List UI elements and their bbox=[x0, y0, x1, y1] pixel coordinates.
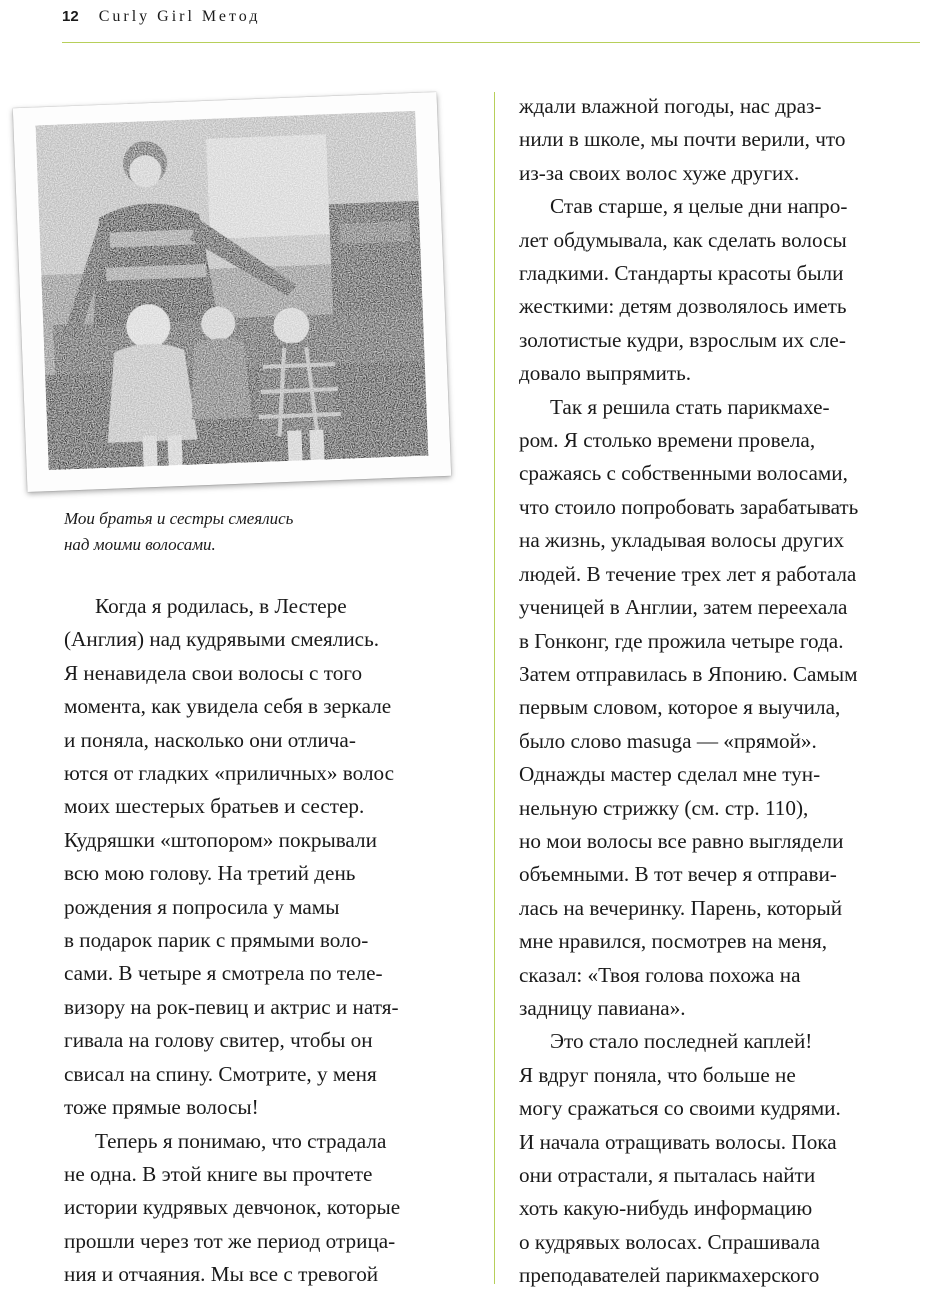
text-line: задницу павиана». bbox=[519, 995, 686, 1020]
text-line: Теперь я понимаю, что страдала bbox=[95, 1128, 387, 1153]
text-line: из-за своих волос хуже других. bbox=[519, 160, 800, 185]
text-line: хоть какую-нибудь информацию bbox=[519, 1196, 813, 1221]
text-line: сражаясь с собственными волосами, bbox=[519, 461, 848, 486]
text-line: мне нравился, посмотрев на меня, bbox=[519, 929, 828, 954]
text-line: ученицей в Англии, затем переехала bbox=[519, 595, 848, 620]
text-line: тоже прямые волосы! bbox=[64, 1095, 259, 1120]
text-line: сказал: «Твоя голова похожа на bbox=[519, 962, 801, 987]
text-line: Я ненавидела свои волосы с того bbox=[64, 660, 363, 685]
text-line: объемными. В тот вечер я отправи- bbox=[519, 862, 837, 887]
left-column-text bbox=[64, 590, 484, 1292]
text-line: жесткими: детям дозволялось иметь bbox=[519, 294, 847, 319]
header-rule bbox=[62, 42, 920, 43]
text-line: И начала отращивать волосы. Пока bbox=[519, 1129, 837, 1154]
text-line: ждали влажной погоды, нас драз- bbox=[519, 94, 822, 118]
text-line: Когда я родилась, в Лестере bbox=[95, 594, 347, 618]
text-line: первым словом, которое я выучила, bbox=[519, 695, 841, 720]
text-line: Так я решила стать парикмахе- bbox=[550, 394, 830, 419]
text-line: Это стало последней каплей! bbox=[550, 1029, 813, 1054]
text-line: ния и отчаяния. Мы все с тревогой bbox=[64, 1262, 379, 1287]
text-line: сами. В четыре я смотрела по теле- bbox=[64, 961, 383, 986]
caption-line: над моими волосами. bbox=[64, 535, 216, 554]
text-line: довало выпрямить. bbox=[519, 361, 692, 386]
text-line: гладкими. Стандарты красоты были bbox=[519, 261, 844, 286]
family-photo bbox=[13, 92, 451, 492]
family-photo-image bbox=[35, 111, 428, 470]
text-line: свисал на спину. Смотрите, у меня bbox=[64, 1061, 377, 1086]
text-line: гивала на голову свитер, чтобы он bbox=[64, 1028, 373, 1053]
text-line: ются от гладких «приличных» волос bbox=[64, 761, 395, 786]
text-line: момента, как увидела себя в зеркале bbox=[64, 694, 392, 719]
right-column-text bbox=[519, 90, 919, 1293]
text-line: Однажды мастер сделал мне тун- bbox=[519, 762, 821, 787]
text-line: нельную стрижку (см. стр. 110), bbox=[519, 795, 809, 820]
text-line: в Гонконг, где прожила четыре года. bbox=[519, 628, 844, 653]
page-header bbox=[62, 8, 260, 32]
text-line: нили в школе, мы почти верили, что bbox=[519, 127, 846, 152]
text-line: но мои волосы все равно выглядели bbox=[519, 828, 844, 853]
text-line: лась на вечеринку. Парень, который bbox=[519, 895, 843, 920]
text-line: моих шестерых братьев и сестер. bbox=[64, 794, 365, 819]
text-line: лет обдумывала, как сделать волосы bbox=[519, 227, 847, 252]
text-line: ром. Я столько времени провела, bbox=[519, 428, 816, 453]
text-line: всю мою голову. На третий день bbox=[64, 861, 356, 886]
text-line: о кудрявых волосах. Спрашивала bbox=[519, 1229, 820, 1254]
running-title: Curly Girl Метод bbox=[98, 8, 261, 25]
caption-line: Мои братья и сестры смеялись bbox=[64, 509, 294, 528]
text-line: преподавателей парикмахерского bbox=[519, 1263, 820, 1288]
text-line: Я вдруг поняла, что больше не bbox=[519, 1062, 796, 1087]
text-line: было слово masuga — «прямой». bbox=[519, 728, 817, 753]
column-divider bbox=[494, 92, 495, 1284]
text-line: золотистые кудри, взрослым их сле- bbox=[519, 327, 846, 352]
text-line: рождения я попросила у мамы bbox=[64, 894, 340, 919]
text-line: они отрастали, я пыталась найти bbox=[519, 1163, 816, 1187]
page-number: 12 bbox=[62, 8, 79, 25]
photo-caption bbox=[64, 506, 464, 558]
text-line: Кудряшки «штопором» покрывали bbox=[64, 827, 377, 852]
text-line: не одна. В этой книге вы прочтете bbox=[64, 1161, 373, 1186]
text-line: (Англия) над кудрявыми смеялись. bbox=[64, 627, 380, 652]
text-line: на жизнь, укладывая волосы других bbox=[519, 528, 845, 553]
text-line: что стоило попробовать зарабатывать bbox=[519, 494, 859, 519]
text-line: истории кудрявых девчонок, которые bbox=[64, 1195, 401, 1220]
text-line: в подарок парик с прямыми воло- bbox=[64, 928, 369, 953]
text-line: и поняла, насколько они отлича- bbox=[64, 727, 356, 752]
text-line: Став старше, я целые дни напро- bbox=[550, 194, 848, 219]
text-line: визору на рок-певиц и актрис и натя- bbox=[64, 994, 399, 1019]
text-line: людей. В течение трех лет я работала bbox=[519, 561, 857, 586]
text-line: прошли через тот же период отрица- bbox=[64, 1228, 396, 1253]
text-line: Затем отправилась в Японию. Самым bbox=[519, 661, 858, 686]
text-line: могу сражаться со своими кудрями. bbox=[519, 1096, 841, 1121]
